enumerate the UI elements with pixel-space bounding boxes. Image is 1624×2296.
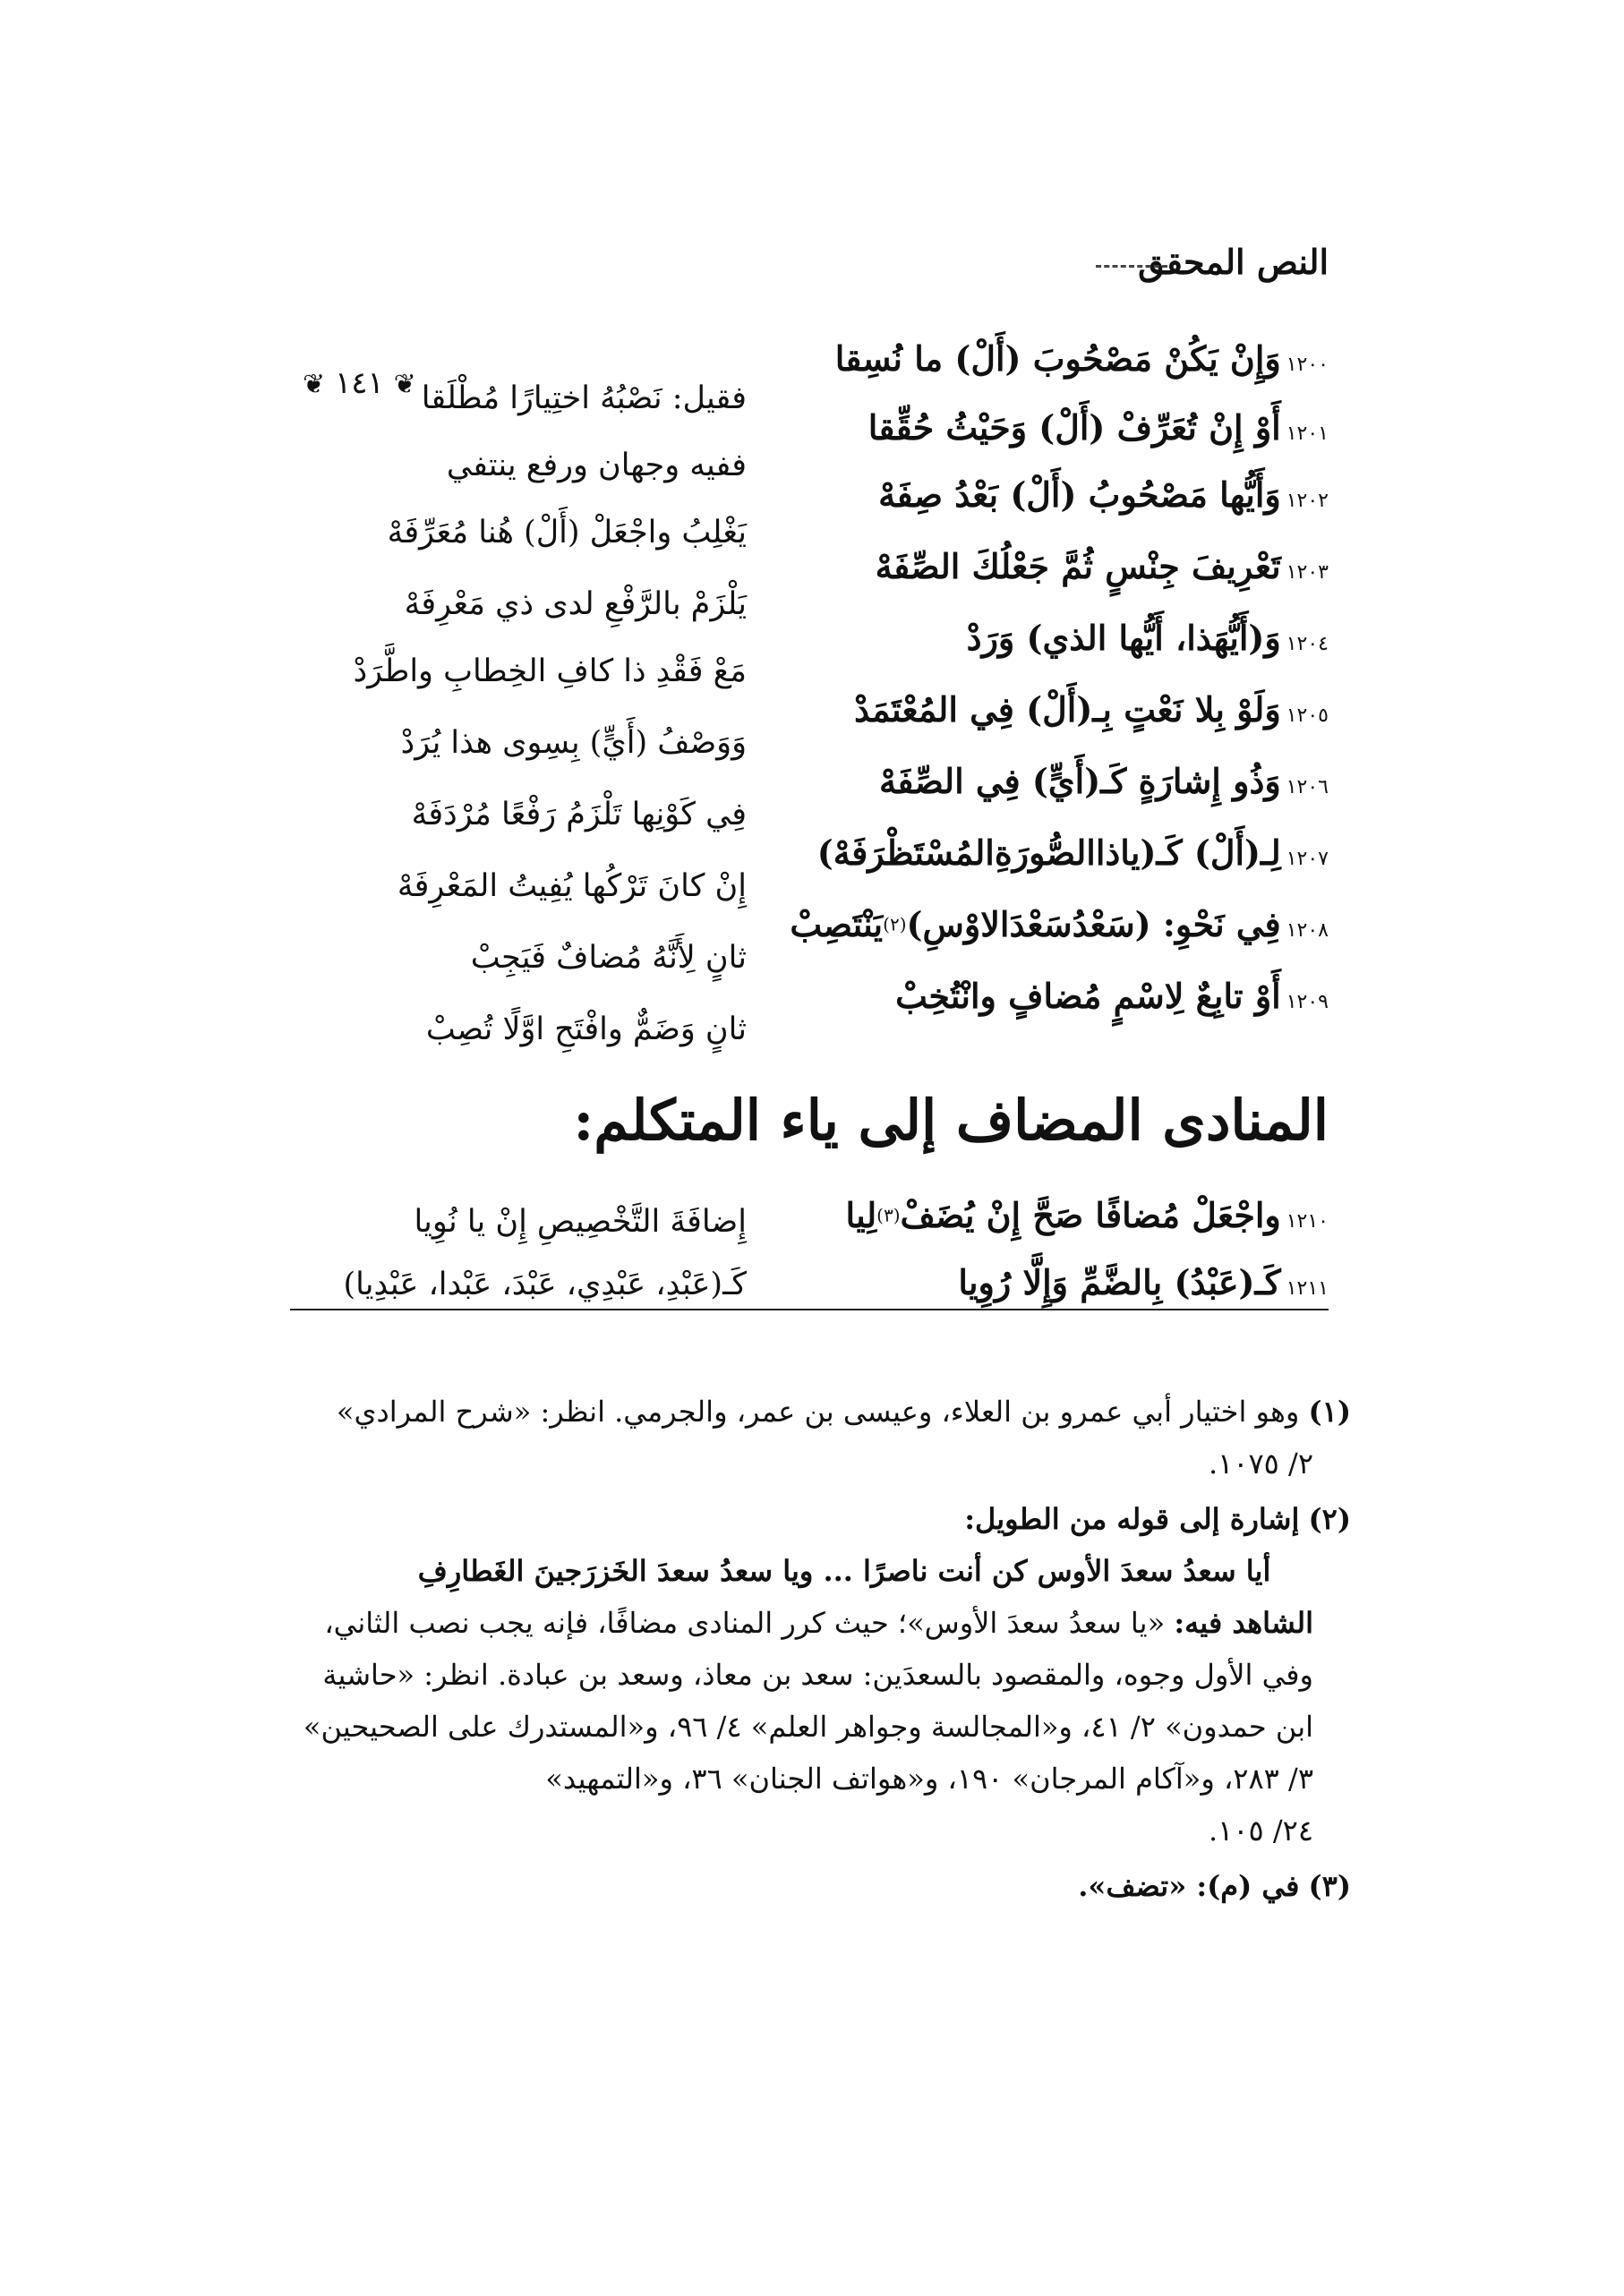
verse-left-1201 [245,448,747,483]
verse-hemistich-right: وَذُو إِشارَةٍ كَـ(أَيٍّ) فِي الصِّفَهْ [878,761,1281,801]
footnotes [277,1386,1351,1916]
verse-hemistich-left: إِضافَةَ التَّخْصِيصِ إِنْ يا نُوِيا [414,1204,747,1240]
verse-right-1203 [774,546,1329,586]
verse-right-1200 [774,338,1329,379]
verse-number: ١٢٠٣ [1286,561,1329,584]
verse-hemistich-right-tail: يَنْتَصِبْ [790,904,884,944]
verse-hemistich-left: ففيه وجهان ورفع ينتفي [446,448,747,483]
footnote-ref[interactable]: (٣) [876,1204,901,1226]
verse-right-1209 [774,976,1329,1016]
verse-right-1204 [774,618,1329,658]
verse-hemistich-left: كَـ(عَبْدِ، عَبْدِي، عَبْدَ، عَبْدا، عَبْدِيا) [343,1267,747,1302]
verse-hemistich-right: وَ(أَيُّهَذا، أَيُّها الذي) وَرَدْ [966,618,1281,658]
verse-right-1202 [774,474,1329,515]
footnote-3 [277,1860,1351,1912]
verse-right-1201 [774,407,1329,448]
verse-right-1205 [774,689,1329,730]
verse-hemistich-right-tail: لِيا [845,1195,877,1235]
verse-hemistich-right: تَعْرِيفَ جِنْسٍ ثُمَّ جَعْلُكَ الصِّفَهْ [875,546,1281,586]
verse-hemistich-right: أَوْ تابِعٌ لِاسْمٍ مُضافٍ وانْتُخِبْ [895,976,1281,1016]
verse-hemistich-right: فِي نَحْوِ: (سَعْدُسَعْدَالاوْسِ) [906,904,1281,944]
footnote-continuation: ٢٤/ ١٠٥. [1208,1814,1313,1848]
verse-left-1203 [245,586,747,622]
verse-number: ١٢٠٥ [1286,704,1329,727]
footnote-body [277,1597,1351,1805]
footnote-separator [290,1309,1329,1310]
verse-number: ١٢٠٩ [1286,991,1329,1013]
verse-right-1211 [774,1262,1329,1302]
verse-left-1208 [245,940,747,976]
verse-hemistich-left: ثانٍ وَضَمٌّ وافْتَحِ اوَّلًا تُصِبْ [425,1011,747,1047]
verse-hemistich-left: يَغْلِبُ واجْعَلْ (أَلْ) هُنا مُعَرِّفَهْ [387,515,747,551]
footnote-ref[interactable]: (٢) [883,913,907,935]
footnote-label: الشاهد فيه: [1174,1606,1313,1640]
verse-hemistich-left: ثانٍ لِأَنَّهُ مُضافٌ فَيَجِبْ [470,940,747,976]
verse-left-1209 [245,1011,747,1047]
footnote-text: إشارة إلى قوله من الطويل: [964,1502,1300,1536]
verse-hemistich-right: وَأَيُّها مَصْحُوبُ (أَلْ) بَعْدُ صِفَهْ [878,474,1281,515]
verse-hemistich-left: فِي كَوْنِها تَلْزَمُ رَفْعًا مُرْدَفَهْ [411,797,747,832]
verse-left-1211 [245,1267,747,1302]
verse-hemistich-right: وَلَوْ بِلا نَعْتٍ بِـ(أَلْ) فِي المُعْتَمَدْ [854,689,1281,730]
footnote-mark: (٢) [1308,1502,1351,1536]
verse-number: ١٢٠٤ [1286,633,1329,655]
verse-left-1200 [245,380,747,416]
verse-number: ١٢٠٠ [1286,354,1329,376]
verse-hemistich-left: مَعْ فَقْدِ ذا كافِ الخِطابِ واطَّرَدْ [353,653,747,689]
verse-hemistich-right: لِـ(أَلْ) كَـ(ياذاالصُّورَةِالمُسْتَظْرَفَهْ) [816,832,1281,873]
footnote-mark: (١) [1308,1395,1351,1429]
footnote-poetry-quote: أيا سعدُ سعدَ الأوس كن أنت ناصرًا ... ويا سعدُ سعدَ الخَزرَجينَ الغَطارِفِ [417,1554,1271,1588]
verse-hemistich-left: وَوَصْفُ (أَيٍّ) بِسِوى هذا يُرَدْ [400,725,747,761]
verse-right-1208 [774,904,1329,944]
page-header [1138,242,1329,282]
verse-number: ١٢١١ [1286,1277,1329,1300]
verse-hemistich-right: كَـ(عَبْدُ) بِالضَّمِّ وَإِلَّا رُوِيا [958,1262,1281,1302]
footnote-1 [277,1386,1351,1489]
footnote-continuation: ٢/ ١٠٧٥. [1208,1447,1313,1481]
verse-right-1206 [774,761,1329,801]
verse-left-1210 [245,1204,747,1240]
verse-number: ١٢٠١ [1286,422,1329,445]
section-heading: المنادى المضاف إلى ياء المتكلم: [573,1088,1329,1153]
verse-hemistich-left: فقيل: نَصْبُهُ اختِيارًا مُطْلَقا [421,380,747,416]
verse-right-1207 [774,832,1329,873]
verse-hemistich-right: وَإِنْ يَكُنْ مَصْحُوبَ (أَلْ) ما نُسِقا [834,338,1281,379]
verse-right-1210 [774,1195,1329,1235]
page-ornament-icon: ❦ [393,369,416,400]
verse-left-1206 [245,797,747,832]
verse-number: ١٢٠٦ [1286,776,1329,798]
verse-number: ١٢١٠ [1286,1210,1329,1233]
footnote-2 [277,1493,1351,1856]
verse-hemistich-left: يَلْزَمْ بالرَّفْعِ لدى ذي مَعْرِفَهْ [404,586,747,622]
verse-number: ١٢٠٨ [1286,919,1329,942]
verse-left-1207 [245,868,747,904]
header-rule [1096,265,1167,268]
header-title: النص المحقق [1138,242,1329,282]
footnote-text: وهو اختيار أبي عمرو بن العلاء، وعيسى بن عمر، والجرمي. انظر: «شرح المرادي» [336,1395,1300,1429]
footnote-mark: (٣) [1308,1869,1351,1903]
verse-hemistich-right: أَوْ إِنْ تُعَرِّفْ (أَلْ) وَحَيْثُ حُقِّقا [868,407,1281,448]
verse-left-1202 [245,515,747,551]
footnote-body-text: «يا سعدُ سعدَ الأوس»؛ حيث كرر المنادى مضافًا، فإنه يجب نصب الثاني، وفي الأول وجوه، والمقصود بالسعدَين: سعد بن معاذ، وسعد بن عبادة. انظر: «حاشية ابن حمدون» ٢/ ٤١، و«المجالسة وجواهر العلم» ٤/ ٩٦، و«المستدرك على الصحيحين» ٣/ ٢٨٣، و«آكام المرجان» ١٩٠، و«هواتف الجنان» ٣٦، و«التمهيد» [303,1606,1313,1796]
footnote-text: في (م): «تضف». [1078,1869,1300,1903]
page-ornament-icon: ❦ [303,369,326,400]
verse-left-1204 [245,653,747,689]
page-number-value: ١٤١ [334,365,384,401]
verse-hemistich-left: إِنْ كانَ تَرْكُها يُفِيتُ المَعْرِفَهْ [397,868,747,904]
verse-left-1205 [245,725,747,761]
verse-number: ١٢٠٧ [1286,848,1329,870]
verse-hemistich-right: واجْعَلْ مُضافًا صَحَّ إِنْ يُضَفْ [900,1195,1281,1235]
verse-number: ١٢٠٢ [1286,490,1329,512]
